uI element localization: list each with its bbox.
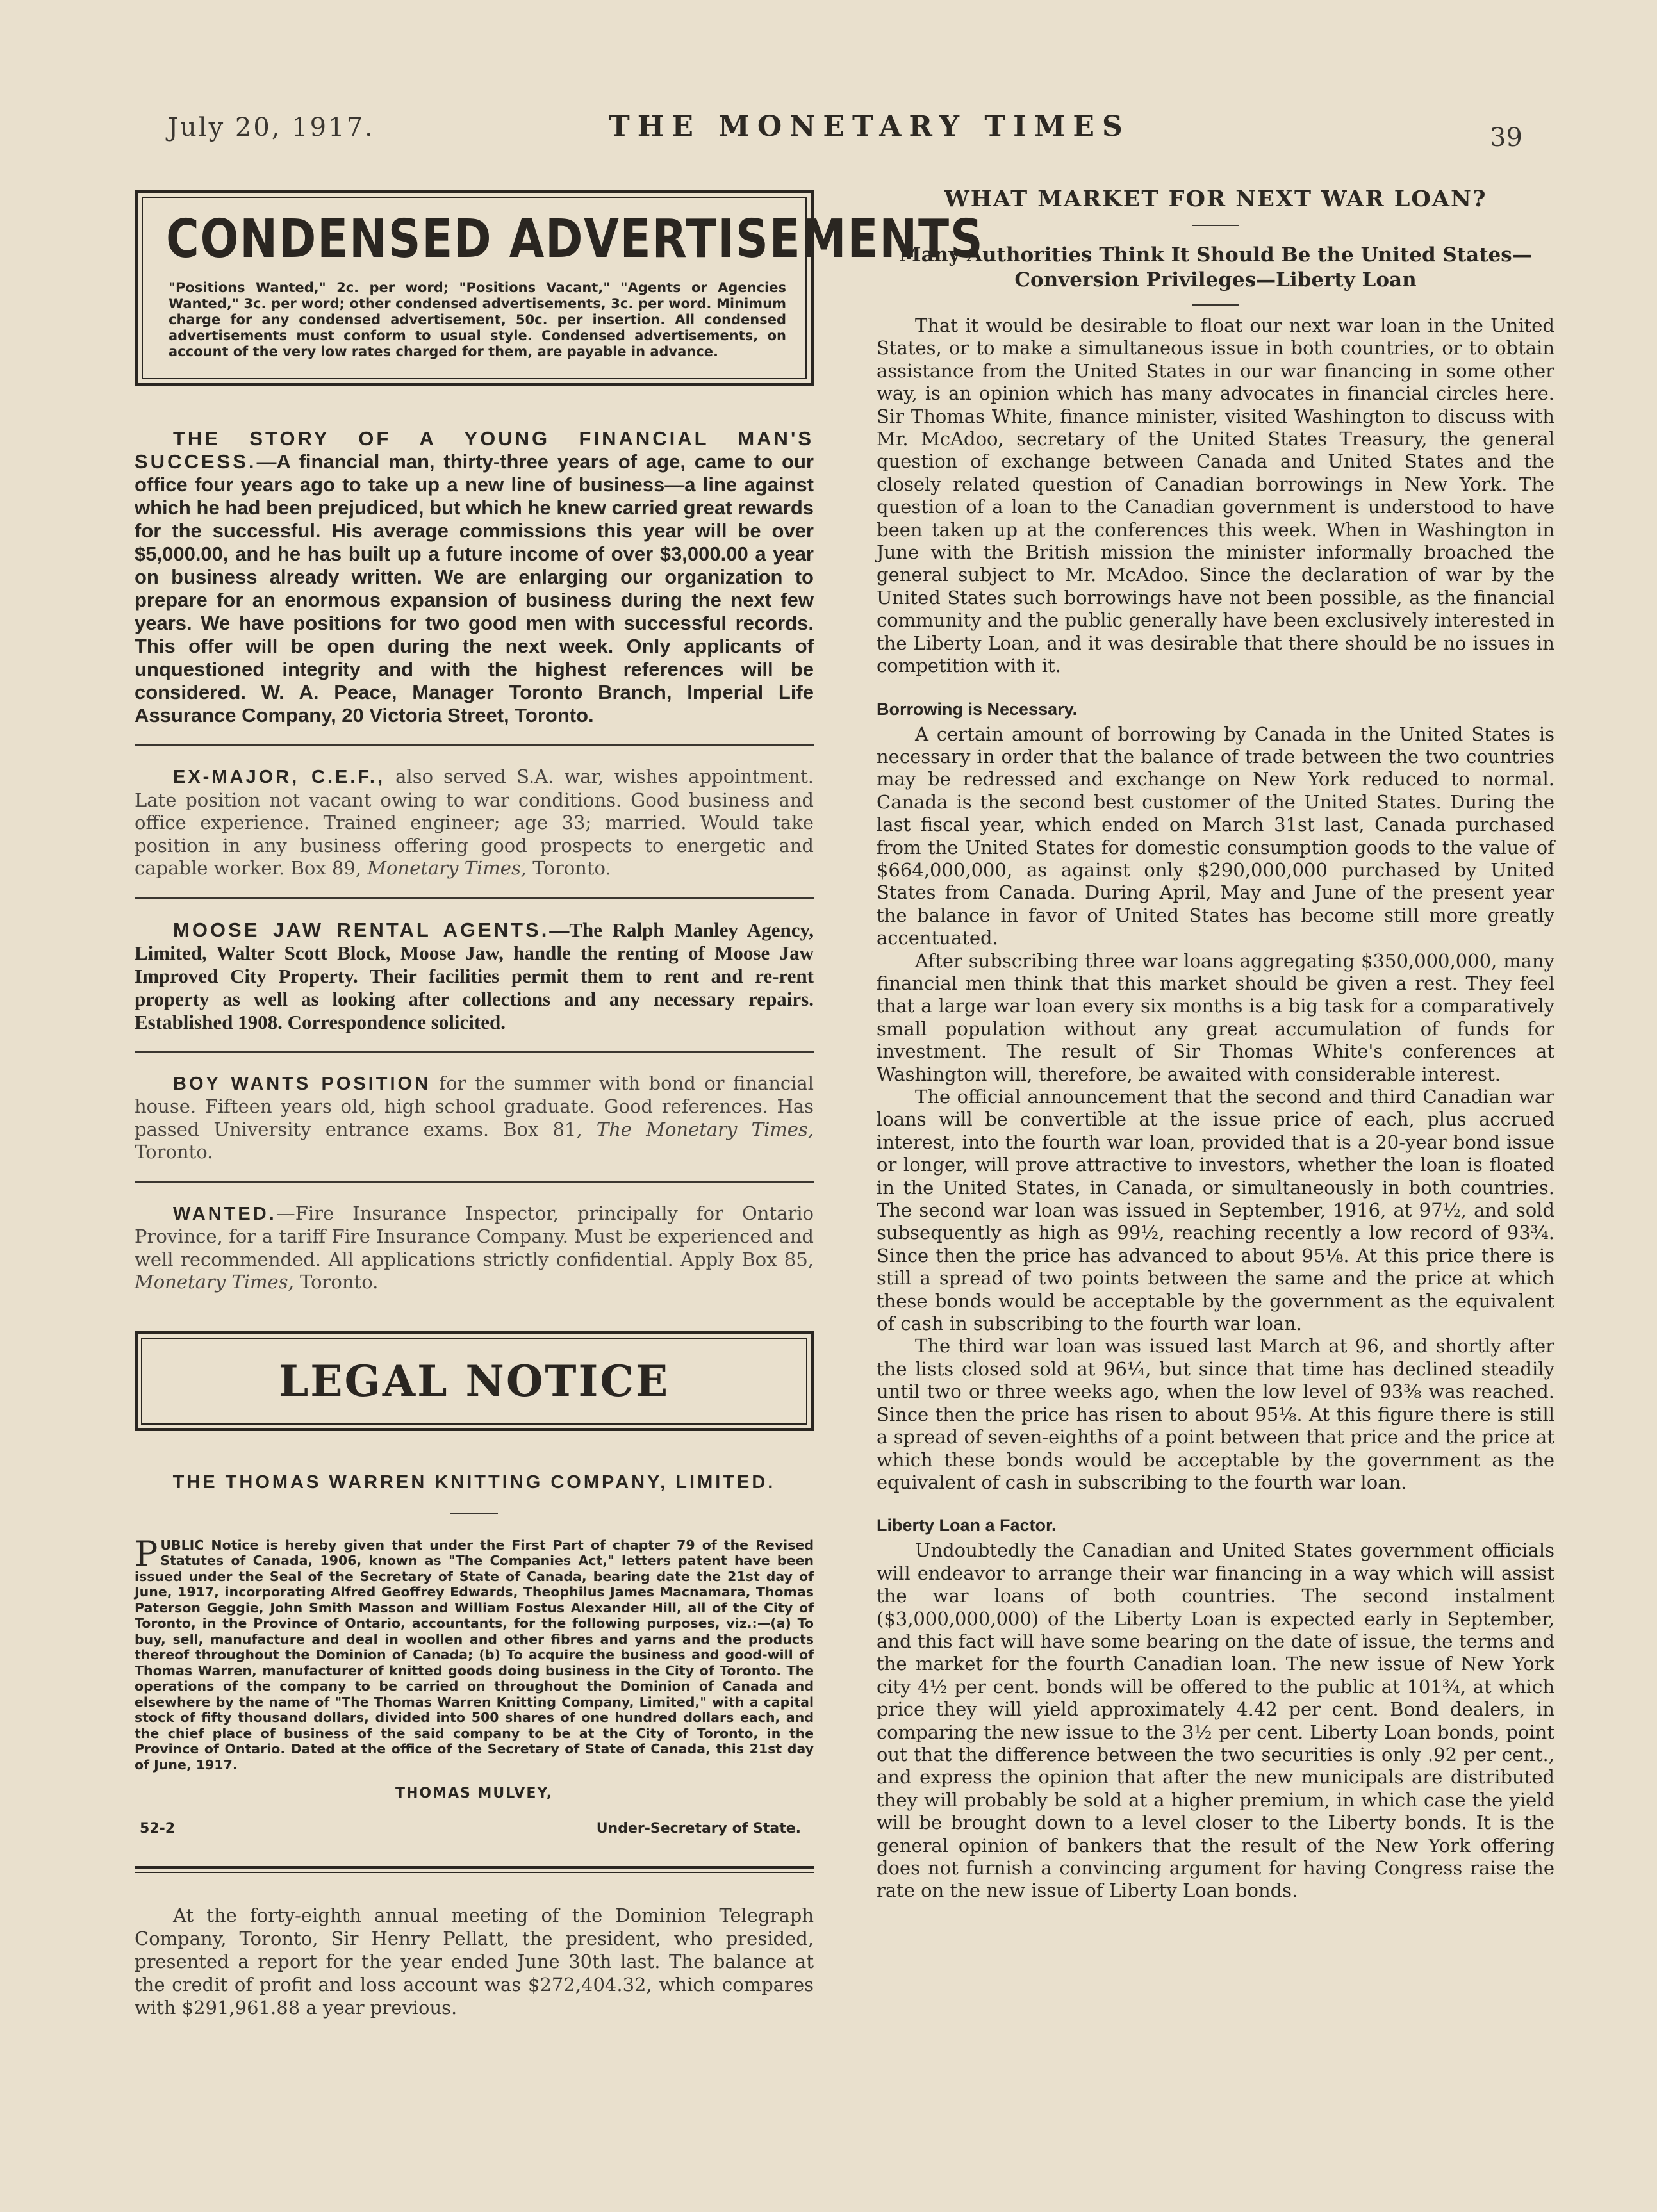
article-paragraph: The third war loan was issued last March at 96, and shortly after the lists closed sold at 96¼, but since that time has declined steadily until two or three weeks ago, when the low level of 93⅜ was reached. Since then the price has risen to about 95⅛. At this figure there is still a spread of seven-eighths of a point between that price and the price at which these bonds would be acceptable by the government as the equivalent of cash in subscribing to the fourth war loan. bbox=[877, 1335, 1554, 1493]
drop-cap: P bbox=[135, 1533, 158, 1574]
article-intro: That it would be desirable to float our next war loan in the United States, or to make a simultaneous issue in both countries, or to obtain assistance from the United States in our war financing in some other way, is an opinion which has many advocates in financial circles here. Sir Thomas White, finance minister, visited Washington to discuss with Mr. McAdoo, secretary of the United States Treasury, the general question of exchange between Canada and United States and the closely related question of Canadian borrowings in New York. The question of a loan to the Canadian government is understood to have been taken up at the conferences this week. When in Washington in June with the British mission the minister informally broached the general subject to Mr. McAdoo. Since the declaration of war by the United States such borrowings have not been possible, as the financial community and the public generally have been exclusively interested in the Liberty Loan, and it was desirable that there should be no issues in competition with it. bbox=[877, 315, 1554, 677]
article-paragraph: Undoubtedly the Canadian and United States government officials will endeavor to arrange their war financing in a way which will assist the war loans of both countries. The second instalment ($3,000,000,000) of the Liberty Loan is expected early in September, and this fact will have some bearing on the date of issue, the terms and the market for the fourth Canadian loan. The new issue of New York city 4½ per cent. bonds will be offered to the public at 101¾, at which price they will yield approximately 4.42 per cent. Bond dealers, in comparing the new issue to the 3½ per cent. Liberty Loan bonds, point out that the difference between the two securities is only .92 per cent., and express the opinion that after the new municipals are distributed they will probably be sold at a higher premium, in which case the yield will be brought down to a level closer to the Liberty bonds. It is the general opinion of bankers that the result of the New York offering does not furnish a convincing argument for having Congress raise the rate on the new issue of Liberty Loan bonds. bbox=[877, 1539, 1554, 1902]
legal-notice-inner bbox=[141, 1338, 807, 1425]
ad-tail: Toronto. bbox=[527, 857, 611, 879]
article-paragraph: After subscribing three war loans aggregating $350,000,000, many financial men think that this market should be given a rest. They feel that a large war loan every six months is a big task for a comparatively small population without any great accumulation of funds for investment. The result of Sir Thomas White's conferences at Washington will, therefore, be awaited with considerable interest. bbox=[877, 949, 1554, 1085]
masthead-title: THE MONETARY TIMES bbox=[609, 110, 1130, 143]
ad-text: —The Ralph Manley Agency, Limited, Walter Scott Block, Moose Jaw, handle the renting of Moose Jaw Improved City Property. Their facilities permit them to rent and re-rent property as well as looking after collections and any necessary repairs. Established 1908. Correspondence solicited. bbox=[135, 918, 814, 1033]
short-divider bbox=[450, 1513, 498, 1514]
ad-italic: The Monetary Times, bbox=[596, 1118, 814, 1140]
legal-notice-text bbox=[135, 1533, 814, 1773]
legal-code: 52-2 bbox=[140, 1821, 176, 1837]
condensed-ads-inner bbox=[142, 197, 984, 379]
article-paragraph: A certain amount of borrowing by Canada in the United States is necessary in order that the balance of trade between the two countries may be redressed and exchange on New York reduced to normal. Canada is the second best customer of the United States. During the last fiscal year, which ended on March 31st last, Canada purchased from the United States for domestic consumption goods to the value of $664,000,000, as against only $290,000,000 purchased by United States from Canada. During April, May and June of the present year the balance in favor of United States has become still more greatly accentuated. bbox=[877, 723, 1554, 949]
ad-text: also served S.A. war, wishes appointment. Late position not vacant owing to war conditions. Good business and office experience. Trained engineer; age 33; married. Would take position in any business offering good prospects to energetic and capable worker. Box 89, bbox=[135, 766, 814, 879]
legal-company-name: THE THOMAS WARREN KNITTING COMPANY, LIMITED. bbox=[172, 1471, 776, 1493]
right-column bbox=[877, 186, 1554, 1903]
legal-signer-title: Under-Secretary of State. bbox=[596, 1821, 801, 1837]
legal-notice-box bbox=[135, 1331, 814, 1431]
dominion-telegraph-item: At the forty-eighth annual meeting of the Dominion Telegraph Company, Toronto, Sir Henry Pellatt, the president, who presided, presented a report for the year ended June 30th last. The balance at the credit of profit and loss account was $272,404.32, which compares with $291,961.88 a year previous. bbox=[135, 1905, 814, 2019]
subhead-rule bbox=[1192, 304, 1239, 306]
legal-signer: THOMAS MULVEY, bbox=[395, 1785, 553, 1801]
ad-ex-major bbox=[135, 766, 814, 880]
condensed-ads-title: CONDENSED ADVERTISEMENTS bbox=[166, 209, 984, 270]
legal-notice-title: LEGAL NOTICE bbox=[278, 1356, 670, 1406]
double-divider bbox=[135, 1866, 814, 1873]
ad-keyword: MOOSE JAW RENTAL AGENTS. bbox=[173, 918, 550, 941]
divider-rule bbox=[135, 744, 814, 746]
article-paragraph: The official announcement that the second and third Canadian war loans will be convertible at the issue price of each, plus accrued interest, into the fourth war loan, provided that is a 20-year bond issue or longer, will prove attractive to investors, whether the loan is floated in the United States, in Canada, or simultaneously in both countries. The second war loan was issued in September, 1916, at 97½, and sold subsequently as high as 99½, reaching recently a low record of 93¾. Since then the price has advanced to about 95⅛. At this price there is still a spread of two points between the same and the price at which these bonds would be acceptable by the government as the equivalent of cash in subscribing to the fourth war loan. bbox=[877, 1086, 1554, 1335]
issue-date: July 20, 1917. bbox=[168, 113, 375, 142]
condensed-ads-box bbox=[135, 190, 984, 386]
ad-tail: Toronto. bbox=[293, 1271, 379, 1293]
section-heading-borrowing: Borrowing is Necessary. bbox=[877, 699, 1078, 719]
ad-keyword: BOY WANTS POSITION bbox=[173, 1073, 431, 1094]
section-heading-liberty: Liberty Loan a Factor. bbox=[877, 1516, 1057, 1536]
ad-wanted-inspector bbox=[135, 1202, 814, 1294]
ad-boy-wants-position bbox=[135, 1072, 814, 1164]
ad-text: for the summer with bond or financial house. Fifteen years old, high school graduate. Good references. Has passed University entrance exams. Box 81, bbox=[135, 1072, 814, 1140]
condensed-ads-rates: "Positions Wanted," 2c. per word; "Positions Vacant," "Agents or Agencies Wanted," 3c. per word; other condensed advertisements, 3c. per word. Minimum charge for any condensed advertisement, 50c. per insertion. All condensed advertisements must conform to usual style. Condensed advertisements, on account of the very low rates charged for them, are payable in advance. bbox=[169, 280, 786, 359]
divider-rule bbox=[135, 1051, 814, 1053]
ad-keyword: THE STORY OF A YOUNG FINANCIAL MAN'S SUCCESS. bbox=[135, 427, 814, 473]
page-number: 39 bbox=[1490, 123, 1522, 152]
divider-rule bbox=[135, 897, 814, 899]
ad-text: —A financial man, thirty-three years of age, came to our office four years ago to take up a new line of business—a line against which he had been prejudiced, but which he knew carried great rewards for the successful. His average commissions this year will be over $5,000.00, and he has built up a future income of over $3,000.00 a year on business already written. We are enlarging our organization to prepare for an enormous expansion of business during the next few years. We have positions for two good men with successful records. This offer will be open during the next week. Only applicants of unquestioned integrity and with the highest references will be considered. W. A. Peace, Manager Toronto Branch, Imperial Life Assurance Company, 20 Victoria Street, Toronto. bbox=[135, 450, 814, 726]
article-subhead: Many Authorities Think It Should Be the United States—Conversion Privileges—Liberty Loan bbox=[899, 243, 1532, 291]
legal-sign-row bbox=[135, 1821, 814, 1837]
ad-keyword: WANTED. bbox=[173, 1203, 277, 1224]
ad-text: —Fire Insurance Inspector, principally for Ontario Province, for a tariff Fire Insurance Company. Must be experienced and well recommended. All applications strictly confidential. Apply Box 85, bbox=[135, 1202, 814, 1270]
notice-body: UBLIC Notice is hereby given that under the First Part of chapter 79 of the Revised Statutes of Canada, 1906, known as "The Companies Act," letters patent have been issued under the Seal of the Secretary of State of Canada, bearing date the 21st day of June, 1917, incorporating Alfred Geoffrey Edwards, Theophilus James Macnamara, Thomas Paterson Geggie, John Smith Masson and William Fostus Alexander Hill, all of the City of Toronto, in the Province of Ontario, accountants, for the following purposes, viz.:—(a) To buy, sell, manufacture and deal in woollen and other fibres and yarns and the products thereof throughout the Dominion of Canada; (b) To acquire the business and good-will of Thomas Warren, manufacturer of knitted goods doing business in the City of Toronto. The operations of the company to be carried on throughout the Dominion of Canada and elsewhere by the name of "The Thomas Warren Knitting Company, Limited," with a capital stock of fifty thousand dollars, divided into 500 shares of one hundred dollars each, and the chief place of business of the said company to be at the City of Toronto, in the Province of Ontario. Dated at the office of the Secretary of State of Canada, this 21st day of June, 1917. bbox=[135, 1537, 814, 1773]
ad-keyword: EX-MAJOR, C.E.F., bbox=[173, 767, 386, 787]
ad-financial-man bbox=[135, 427, 814, 727]
divider-rule bbox=[135, 1181, 814, 1183]
article-title: WHAT MARKET FOR NEXT WAR LOAN? bbox=[944, 186, 1487, 212]
ad-italic: Monetary Times, bbox=[135, 1271, 294, 1293]
ad-moose-jaw bbox=[135, 919, 814, 1034]
title-rule bbox=[1192, 225, 1239, 226]
ad-tail: Toronto. bbox=[135, 1141, 213, 1163]
ad-italic: Monetary Times, bbox=[367, 857, 527, 879]
